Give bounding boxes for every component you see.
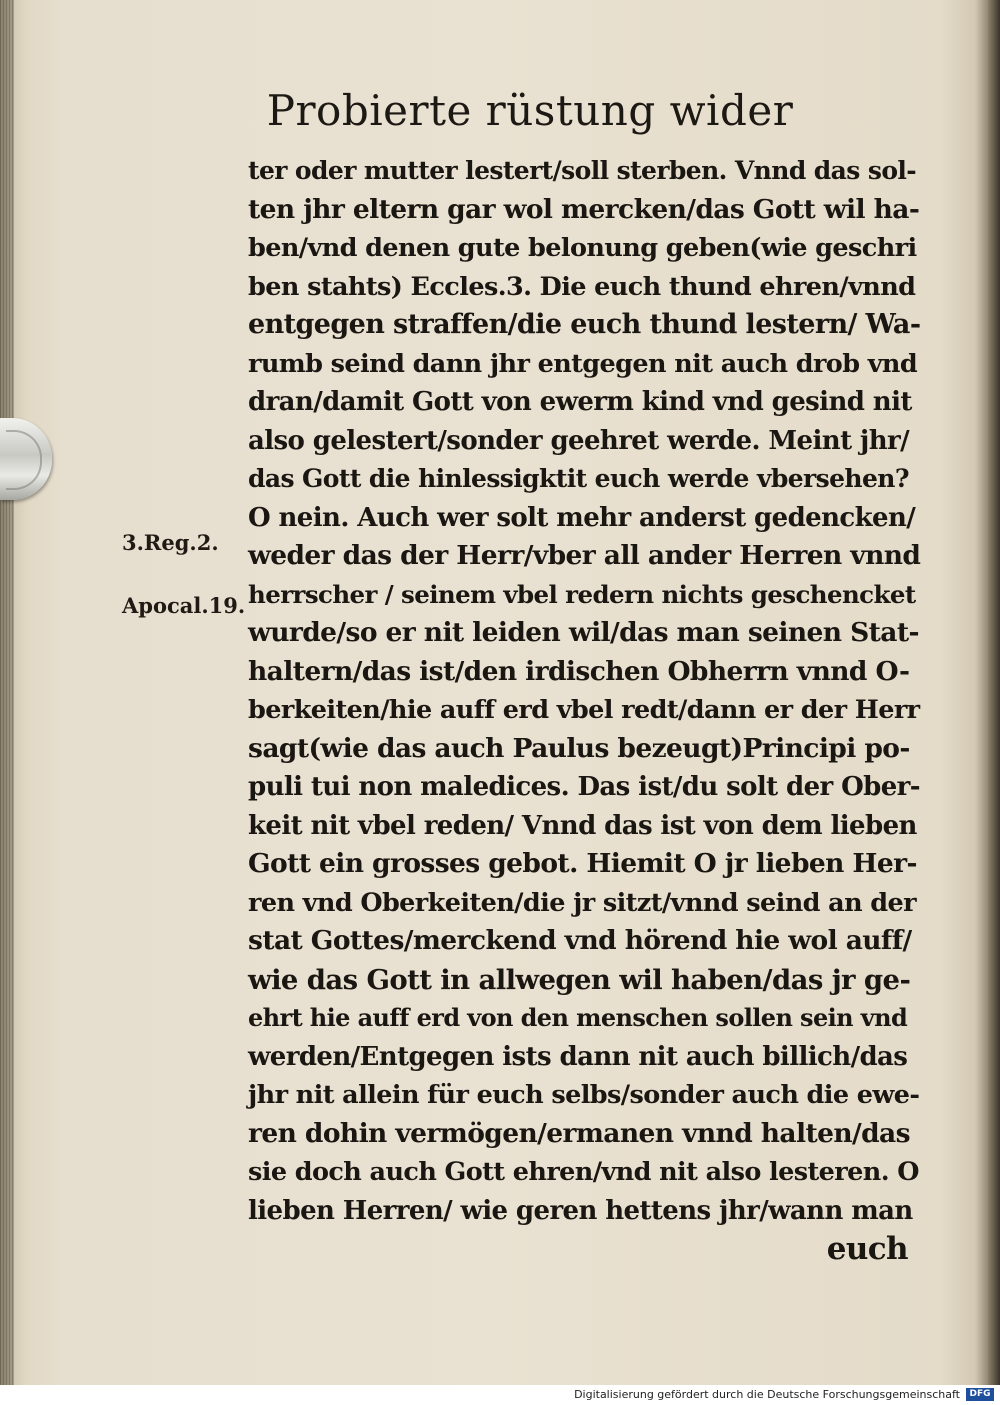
text-line: ten jhr eltern gar wol mercken/das Gott wil ha-	[248, 193, 920, 225]
text-line: rumb seind dann jhr entgegen nit auch drob vnd	[248, 348, 918, 379]
text-line: werden/Entgegen ists dann nit auch billich/das	[248, 1041, 908, 1072]
page-edge-right	[988, 0, 1000, 1385]
text-line: sie doch auch Gott ehren/vnd nit also lesteren. O	[248, 1157, 919, 1187]
book-clip-inner	[6, 430, 42, 490]
text-line: entgegen straffen/die euch thund lestern/ Wa-	[248, 309, 921, 340]
text-line: dran/damit Gott von ewerm kind vnd gesind nit	[248, 387, 912, 417]
margin-note-apocal: Apocal.19.	[122, 593, 246, 618]
text-line: herrscher / seinem vbel redern nichts geschencket	[248, 579, 916, 609]
main-text-block	[248, 152, 920, 1269]
text-line: weder das der Herr/vber all ander Herren vnnd	[248, 540, 921, 571]
page-stack-edge-left	[0, 0, 14, 1385]
margin-note-reg: 3.Reg.2.	[122, 530, 219, 555]
text-line: puli tui non maledices. Das ist/du solt der Ober-	[248, 772, 920, 802]
dfg-logo: DFG	[966, 1388, 994, 1401]
text-line: ren vnd Oberkeiten/die jr sitzt/vnnd seind an der	[248, 887, 916, 918]
text-line: berkeiten/hie auff erd vbel redt/dann er der Herr	[248, 695, 920, 725]
text-line: ren dohin vermögen/ermanen vnnd halten/das	[248, 1117, 910, 1149]
text-line: stat Gottes/merckend vnd hörend hie wol auff/	[248, 925, 912, 956]
text-line: wie das Gott in allwegen wil haben/das jr ge-	[248, 963, 911, 996]
catchword: euch	[826, 1231, 908, 1267]
text-line: lieben Herren/ wie geren hettens jhr/wann man	[248, 1195, 913, 1226]
text-line: keit nit vbel reden/ Vnnd das ist von dem lieben	[248, 810, 917, 841]
running-header: Probierte rüstung wider	[266, 86, 794, 135]
text-line: das Gott die hinlessigktit euch werde vbersehen?	[248, 464, 909, 493]
text-line: ben/vnd denen gute belonung geben(wie geschri	[248, 233, 917, 263]
footer-bar	[0, 1385, 1000, 1405]
text-line: sagt(wie das auch Paulus bezeugt)Principi po-	[248, 732, 910, 764]
text-line: ehrt hie auff erd von den menschen sollen sein vnd	[248, 1003, 908, 1032]
text-line: Gott ein grosses gebot. Hiemit O jr lieben Her-	[248, 848, 917, 879]
text-line: ter oder mutter lestert/soll sterben. Vnnd das sol-	[248, 156, 917, 185]
footer-credit: Digitalisierung gefördert durch die Deutsche Forschungsgemeinschaft	[574, 1388, 960, 1401]
text-line: O nein. Auch wer solt mehr anderst gedencken/	[248, 502, 916, 533]
text-line: also gelestert/sonder geehret werde. Meint jhr/	[248, 425, 910, 456]
text-line: jhr nit allein für euch selbs/sonder auch die ewe-	[248, 1080, 920, 1110]
text-line: ben stahts) Eccles.3. Die euch thund ehren/vnnd	[248, 271, 916, 302]
text-line: wurde/so er nit leiden wil/das man seinen Stat-	[248, 617, 919, 648]
text-line: haltern/das ist/den irdischen Obherrn vnnd O-	[248, 655, 910, 687]
